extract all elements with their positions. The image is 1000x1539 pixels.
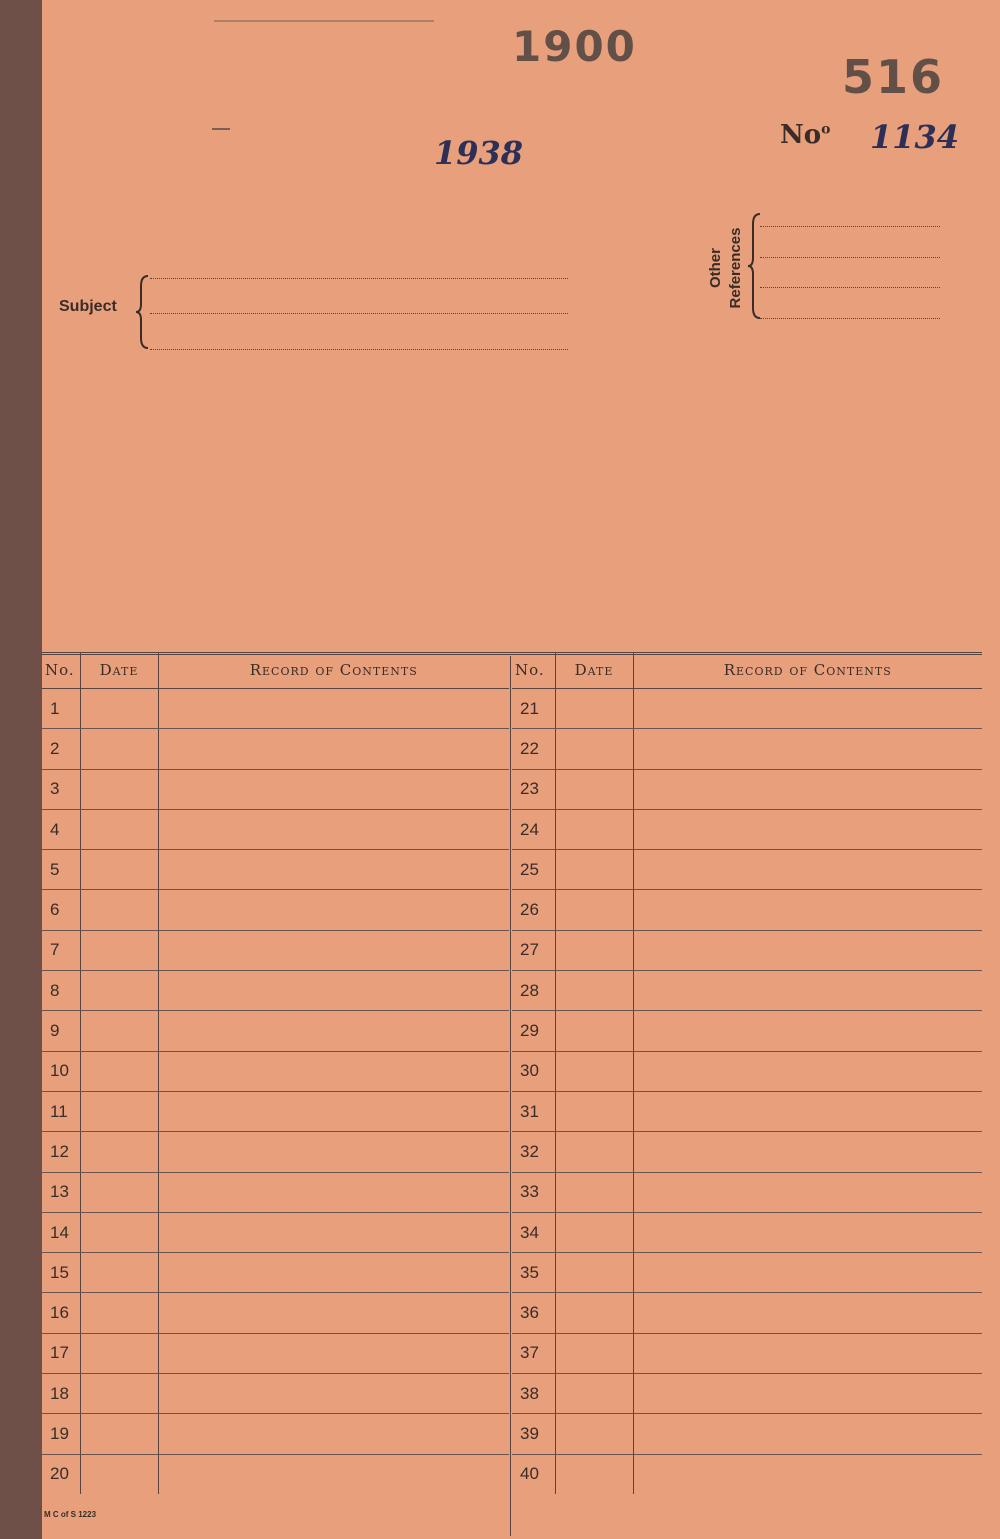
table-row: [42, 1333, 509, 1373]
row-number: 23: [512, 769, 555, 809]
header-no: No.: [512, 652, 555, 689]
record-cell[interactable]: [158, 850, 509, 890]
date-cell[interactable]: [555, 1333, 633, 1373]
row-number: 24: [512, 809, 555, 849]
table-row: [512, 1051, 982, 1091]
record-cell[interactable]: [633, 1212, 982, 1252]
record-cell[interactable]: [158, 1172, 509, 1212]
row-number: 38: [512, 1374, 555, 1414]
row-number: 10: [42, 1051, 80, 1091]
header-date: Date: [80, 652, 158, 689]
table-row: [512, 729, 982, 769]
table-row: [42, 1374, 509, 1414]
table-row: [42, 930, 509, 970]
record-cell[interactable]: [633, 769, 982, 809]
table-row: [512, 890, 982, 930]
row-number: 20: [42, 1454, 80, 1494]
record-cell[interactable]: [633, 930, 982, 970]
date-cell[interactable]: [80, 689, 158, 729]
record-cell[interactable]: [633, 1293, 982, 1333]
row-number: 36: [512, 1293, 555, 1333]
date-cell[interactable]: [555, 930, 633, 970]
date-cell[interactable]: [555, 1253, 633, 1293]
row-number: 15: [42, 1253, 80, 1293]
record-cell[interactable]: [158, 729, 509, 769]
date-cell[interactable]: [555, 971, 633, 1011]
record-cell[interactable]: [158, 1011, 509, 1051]
row-number: 9: [42, 1011, 80, 1051]
record-cell[interactable]: [633, 971, 982, 1011]
table-row: [42, 1454, 509, 1494]
other-references-label: Other References: [707, 227, 744, 309]
table-row: [512, 1253, 982, 1293]
date-cell[interactable]: [80, 1051, 158, 1091]
date-cell[interactable]: [80, 769, 158, 809]
table-row: [512, 1414, 982, 1454]
table-row: [512, 689, 982, 729]
handwritten-year: 1938: [434, 134, 524, 172]
stamped-year: 1900: [512, 22, 637, 71]
record-cell[interactable]: [158, 930, 509, 970]
row-number: 35: [512, 1253, 555, 1293]
table-row: [42, 850, 509, 890]
date-cell[interactable]: [555, 1454, 633, 1494]
record-cell[interactable]: [633, 1091, 982, 1131]
date-cell[interactable]: [555, 850, 633, 890]
date-cell[interactable]: [555, 890, 633, 930]
table-row: [42, 1091, 509, 1131]
reference-line-1[interactable]: [760, 226, 940, 227]
record-cell[interactable]: [158, 971, 509, 1011]
date-cell[interactable]: [555, 1212, 633, 1252]
date-cell[interactable]: [555, 769, 633, 809]
row-number: 5: [42, 850, 80, 890]
date-cell[interactable]: [555, 1293, 633, 1333]
record-cell[interactable]: [158, 1374, 509, 1414]
small-mark: [212, 128, 230, 130]
table-row: [512, 1011, 982, 1051]
row-number: 1: [42, 689, 80, 729]
row-number: 28: [512, 971, 555, 1011]
row-number: 3: [42, 769, 80, 809]
contents-table-left: [42, 652, 509, 1532]
record-cell[interactable]: [633, 1253, 982, 1293]
date-cell[interactable]: [555, 809, 633, 849]
row-number: 40: [512, 1454, 555, 1494]
record-cell[interactable]: [633, 1454, 982, 1494]
table-row: [42, 689, 509, 729]
date-cell[interactable]: [555, 729, 633, 769]
record-cell[interactable]: [633, 1414, 982, 1454]
record-table-left: [42, 652, 509, 1494]
stamped-number: 516: [842, 50, 945, 104]
table-row: [42, 769, 509, 809]
table-row: [512, 850, 982, 890]
record-table-right: [512, 652, 982, 1494]
record-cell[interactable]: [158, 1414, 509, 1454]
date-cell[interactable]: [80, 890, 158, 930]
header-no: No.: [42, 652, 80, 689]
date-cell[interactable]: [555, 1011, 633, 1051]
row-number: 6: [42, 890, 80, 930]
table-row: [512, 1374, 982, 1414]
header-record: Record of Contents: [158, 652, 509, 689]
row-number: 8: [42, 971, 80, 1011]
row-number: 31: [512, 1091, 555, 1131]
date-cell[interactable]: [555, 1172, 633, 1212]
table-row: [42, 1212, 509, 1252]
date-cell[interactable]: [80, 930, 158, 970]
row-number: 33: [512, 1172, 555, 1212]
subject-line-1[interactable]: [150, 278, 568, 279]
top-mark: [214, 20, 434, 22]
record-cell[interactable]: [158, 1333, 509, 1373]
date-cell[interactable]: [80, 971, 158, 1011]
date-cell[interactable]: [80, 729, 158, 769]
record-cell[interactable]: [158, 1051, 509, 1091]
table-row: [512, 1091, 982, 1131]
table-row: [512, 809, 982, 849]
record-cell[interactable]: [158, 689, 509, 729]
table-row: [512, 1212, 982, 1252]
table-row: [512, 769, 982, 809]
record-cell[interactable]: [158, 769, 509, 809]
subject-line-2[interactable]: [150, 313, 568, 314]
date-cell[interactable]: [80, 1091, 158, 1131]
table-header-row: [42, 652, 509, 689]
record-cell[interactable]: [633, 850, 982, 890]
row-number: 16: [42, 1293, 80, 1333]
row-number: 32: [512, 1132, 555, 1172]
row-number: 25: [512, 850, 555, 890]
record-cell[interactable]: [633, 1333, 982, 1373]
record-cell[interactable]: [633, 1172, 982, 1212]
record-cell[interactable]: [633, 1132, 982, 1172]
table-row: [42, 1011, 509, 1051]
record-cell[interactable]: [633, 1051, 982, 1091]
record-cell[interactable]: [158, 890, 509, 930]
table-row: [42, 1051, 509, 1091]
row-number: 14: [42, 1212, 80, 1252]
date-cell[interactable]: [80, 1172, 158, 1212]
date-cell[interactable]: [555, 689, 633, 729]
record-cell[interactable]: [158, 1454, 509, 1494]
date-cell[interactable]: [80, 1253, 158, 1293]
subject-label: Subject: [59, 298, 117, 315]
reference-line-2[interactable]: [760, 257, 940, 258]
row-number: 17: [42, 1333, 80, 1373]
row-number: 13: [42, 1172, 80, 1212]
table-row: [42, 1132, 509, 1172]
row-number: 39: [512, 1414, 555, 1454]
table-row: [42, 1253, 509, 1293]
date-cell[interactable]: [80, 1454, 158, 1494]
record-cell[interactable]: [633, 1011, 982, 1051]
table-row: [42, 971, 509, 1011]
record-cell[interactable]: [633, 809, 982, 849]
record-cell[interactable]: [633, 729, 982, 769]
table-row: [42, 729, 509, 769]
reference-line-3[interactable]: [760, 287, 940, 288]
table-row: [512, 1454, 982, 1494]
date-cell[interactable]: [555, 1132, 633, 1172]
table-row: [512, 971, 982, 1011]
subject-brace: [134, 272, 150, 352]
record-cell[interactable]: [158, 1293, 509, 1333]
contents-table-right: [512, 652, 982, 1532]
row-number: 21: [512, 689, 555, 729]
number-label: No$^o$: [780, 120, 831, 150]
row-number: 11: [42, 1091, 80, 1131]
table-row: [42, 809, 509, 849]
record-cell[interactable]: [158, 1091, 509, 1131]
date-cell[interactable]: [80, 1374, 158, 1414]
date-cell[interactable]: [80, 850, 158, 890]
date-cell[interactable]: [80, 1132, 158, 1172]
row-number: 26: [512, 890, 555, 930]
date-cell[interactable]: [555, 1091, 633, 1131]
row-number: 7: [42, 930, 80, 970]
center-divider: [510, 656, 511, 1536]
date-cell[interactable]: [555, 1051, 633, 1091]
row-number: 18: [42, 1374, 80, 1414]
date-cell[interactable]: [80, 1212, 158, 1252]
handwritten-file-number: 1134: [870, 118, 960, 156]
row-number: 19: [42, 1414, 80, 1454]
date-cell[interactable]: [80, 1414, 158, 1454]
table-header-row: [512, 652, 982, 689]
record-cell[interactable]: [158, 1212, 509, 1252]
table-row: [42, 1172, 509, 1212]
row-number: 27: [512, 930, 555, 970]
date-cell[interactable]: [80, 1293, 158, 1333]
table-row: [42, 1414, 509, 1454]
record-cell[interactable]: [158, 1253, 509, 1293]
table-row: [512, 930, 982, 970]
row-number: 4: [42, 809, 80, 849]
row-number: 22: [512, 729, 555, 769]
row-number: 2: [42, 729, 80, 769]
date-cell[interactable]: [80, 809, 158, 849]
reference-line-4[interactable]: [760, 318, 940, 319]
record-cell[interactable]: [158, 809, 509, 849]
date-cell[interactable]: [555, 1414, 633, 1454]
date-cell[interactable]: [80, 1333, 158, 1373]
subject-line-3[interactable]: [150, 349, 568, 350]
record-cell[interactable]: [633, 890, 982, 930]
date-cell[interactable]: [555, 1374, 633, 1414]
row-number: 37: [512, 1333, 555, 1373]
record-cell[interactable]: [158, 1132, 509, 1172]
header-record: Record of Contents: [633, 652, 982, 689]
table-row: [512, 1293, 982, 1333]
date-cell[interactable]: [80, 1011, 158, 1051]
table-row: [512, 1333, 982, 1373]
table-row: [42, 1293, 509, 1333]
row-number: 29: [512, 1011, 555, 1051]
row-number: 30: [512, 1051, 555, 1091]
folder-spine: [0, 0, 43, 1539]
record-cell[interactable]: [633, 1374, 982, 1414]
header-date: Date: [555, 652, 633, 689]
record-cell[interactable]: [633, 689, 982, 729]
table-row: [512, 1172, 982, 1212]
form-code: M C of S 1223: [44, 1510, 97, 1519]
row-number: 12: [42, 1132, 80, 1172]
table-row: [512, 1132, 982, 1172]
table-row: [42, 890, 509, 930]
row-number: 34: [512, 1212, 555, 1252]
